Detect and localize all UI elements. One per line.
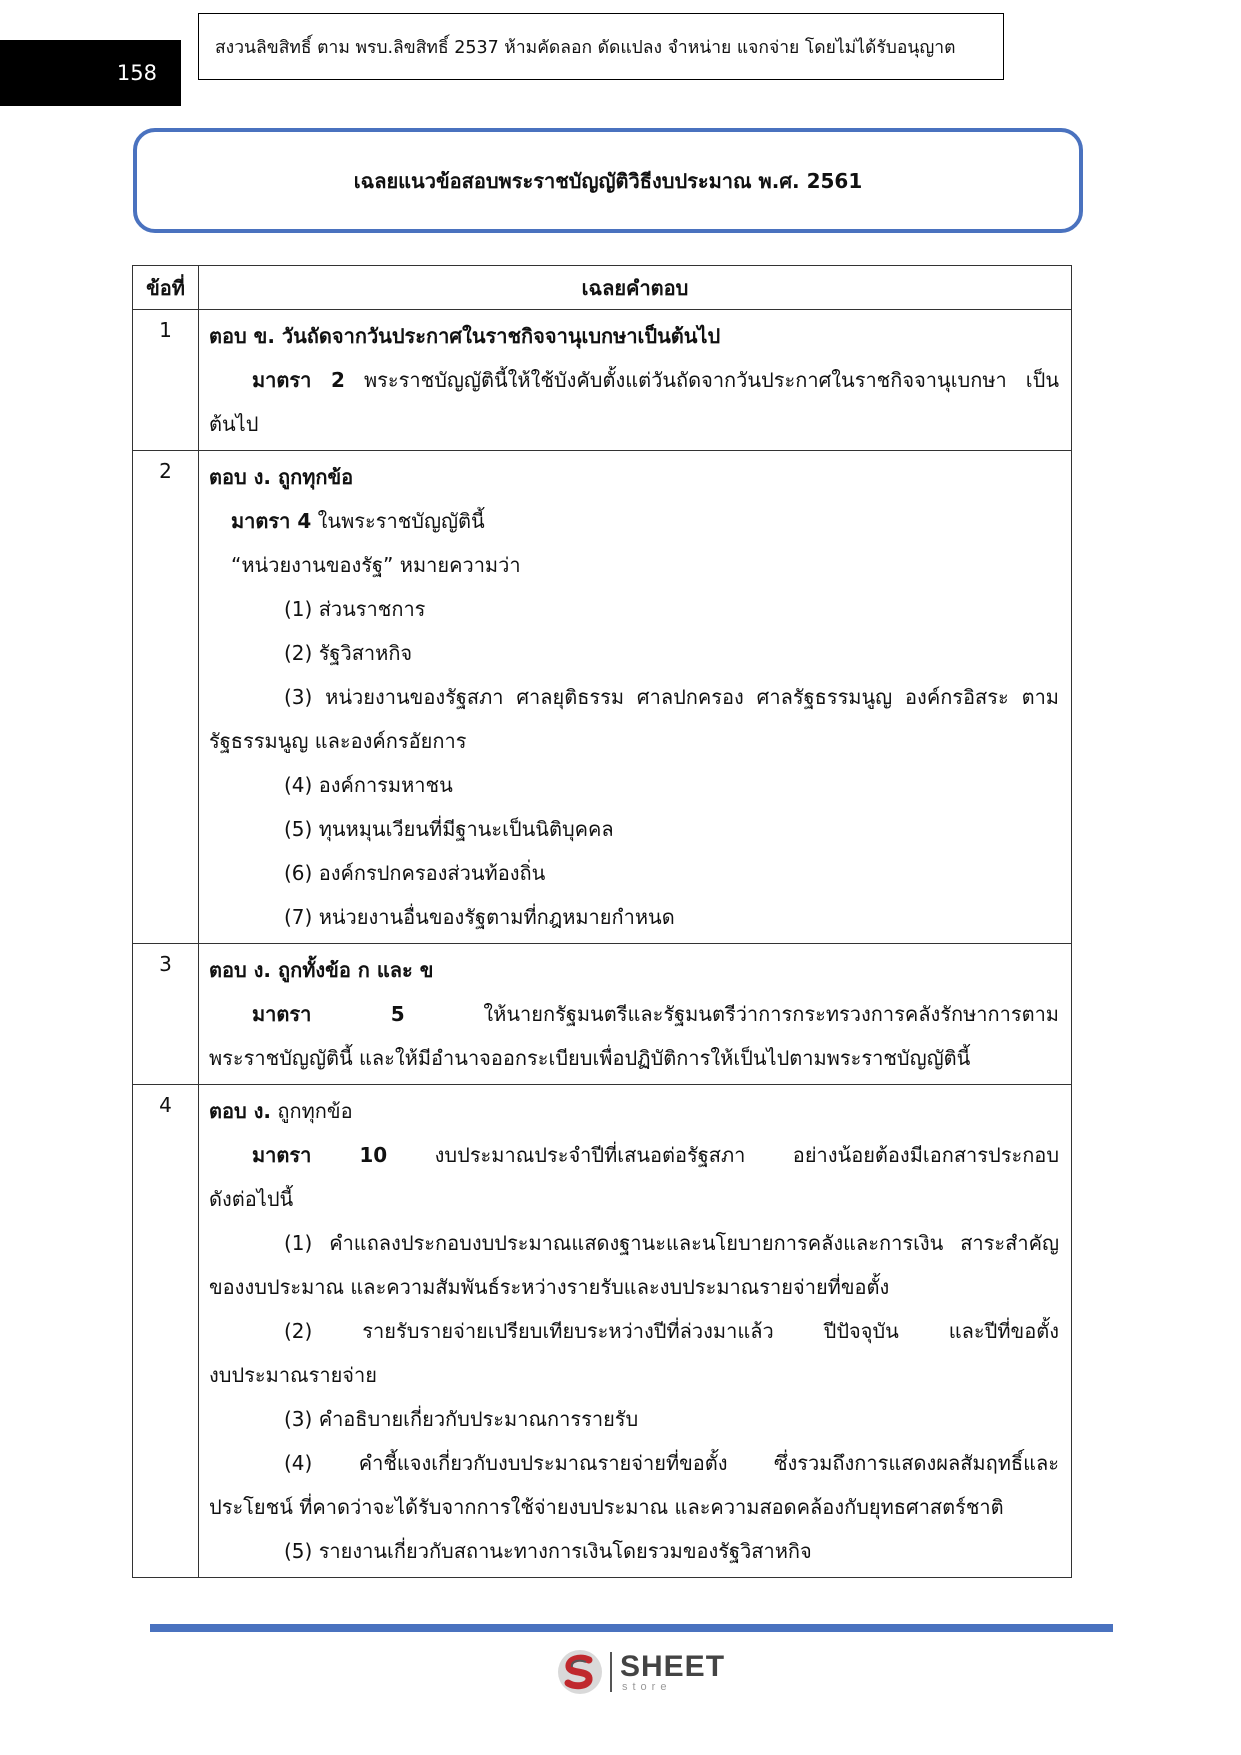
table-header-row xyxy=(133,266,1072,310)
page-title: เฉลยแนวข้อสอบพระราชบัญญัติวิธีงบประมาณ พ.ศ. 2561 xyxy=(353,168,863,193)
logo-word: SHEET xyxy=(620,1649,726,1683)
answer-line: ตอบ ข. วันถัดจากวันประกาศในราชกิจจานุเบกษาเป็นต้นไป xyxy=(209,324,721,348)
answer-line: ตอบ ง. ถูกทุกข้อ xyxy=(209,465,354,489)
copyright-notice xyxy=(198,13,1004,80)
section-line xyxy=(209,992,1059,1036)
copyright-text: สงวนลิขสิทธิ์ ตาม พรบ.ลิขสิทธิ์ 2537 ห้ามคัดลอก ดัดแปลง จำหน่าย แจกจ่าย โดยไม่ได้รับอนุญาต xyxy=(215,37,956,58)
list-item: (5) รายงานเกี่ยวกับสถานะทางการเงินโดยรวมของรัฐวิสาหกิจ xyxy=(284,1539,812,1563)
row-answer-cell xyxy=(199,1085,1072,1578)
row-answer-cell xyxy=(199,451,1072,944)
header-answer: เฉลยคำตอบ xyxy=(199,266,1072,310)
logo-text xyxy=(620,1649,726,1693)
list-item: (4) คำชี้แจงเกี่ยวกับงบประมาณรายจ่ายที่ขอตั้ง ซึ่งรวมถึงการแสดงผลสัมฤทธิ์และ xyxy=(284,1451,1059,1475)
page-number: 158 xyxy=(116,61,157,85)
sheet-store-logo xyxy=(556,1646,725,1698)
section-label: มาตรา 4 xyxy=(231,509,312,533)
answer-line: ตอบ ง. ถูกทั้งข้อ ก และ ข xyxy=(209,958,434,982)
title-box xyxy=(133,128,1083,233)
answer-line xyxy=(209,1089,1059,1133)
row-answer-cell xyxy=(199,310,1072,451)
page-number-box xyxy=(0,40,181,106)
list-item-cont: ของงบประมาณ และความสัมพันธ์ระหว่างรายรับและงบประมาณรายจ่ายที่ขอตั้ง xyxy=(209,1275,890,1299)
section-line-cont: พระราชบัญญัตินี้ และให้มีอำนาจออกระเบียบเพื่อปฏิบัติการให้เป็นไปตามพระราชบัญญัตินี้ xyxy=(209,1046,971,1070)
header-number: ข้อที่ xyxy=(133,266,199,310)
answer-label: ตอบ ง. xyxy=(209,1099,272,1123)
table-row xyxy=(133,1085,1072,1578)
list-item: (2) รัฐวิสาหกิจ xyxy=(284,641,413,665)
answer-text: ถูกทุกข้อ xyxy=(277,1099,353,1123)
section-line-cont: ต้นไป xyxy=(209,412,259,436)
table-row xyxy=(133,944,1072,1085)
section-line xyxy=(209,499,1059,543)
list-item-cont: รัฐธรรมนูญ และองค์กรอัยการ xyxy=(209,729,467,753)
footer-divider xyxy=(150,1624,1113,1632)
list-item-cont: งบประมาณรายจ่าย xyxy=(209,1363,377,1387)
section-text: งบประมาณประจำปีที่เสนอต่อรัฐสภา อย่างน้อยต้องมีเอกสารประกอบ xyxy=(434,1143,1060,1167)
list-item: (7) หน่วยงานอื่นของรัฐตามที่กฎหมายกำหนด xyxy=(284,905,675,929)
table-row xyxy=(133,310,1072,451)
list-item: (3) หน่วยงานของรัฐสภา ศาลยุติธรรม ศาลปกครอง ศาลรัฐธรรมนูญ องค์กรอิสระ ตาม xyxy=(284,685,1059,709)
section-label: มาตรา 5 xyxy=(252,1002,405,1026)
list-item: (3) คำอธิบายเกี่ยวกับประมาณการรายรับ xyxy=(284,1407,639,1431)
logo-separator xyxy=(610,1652,612,1692)
definition-line: “หน่วยงานของรัฐ” หมายความว่า xyxy=(231,553,521,577)
table-row xyxy=(133,451,1072,944)
row-answer-cell xyxy=(199,944,1072,1085)
section-text: พระราชบัญญัตินี้ให้ใช้บังคับตั้งแต่วันถัดจากวันประกาศในราชกิจจานุเบกษา เป็น xyxy=(363,368,1059,392)
row-number: 2 xyxy=(133,451,199,944)
logo-s-icon xyxy=(556,1648,604,1696)
section-text: ในพระราชบัญญัตินี้ xyxy=(317,509,485,533)
row-number: 3 xyxy=(133,944,199,1085)
section-label: มาตรา 2 xyxy=(252,368,345,392)
list-item: (6) องค์กรปกครองส่วนท้องถิ่น xyxy=(284,861,546,885)
section-line-cont: ดังต่อไปนี้ xyxy=(209,1187,294,1211)
list-item-cont: ประโยชน์ ที่คาดว่าจะได้รับจากการใช้จ่ายงบประมาณ และความสอดคล้องกับยุทธศาสตร์ชาติ xyxy=(209,1495,1004,1519)
logo-sub: store xyxy=(622,1680,672,1693)
list-item: (2) รายรับรายจ่ายเปรียบเทียบระหว่างปีที่ล่วงมาแล้ว ปีปัจจุบัน และปีที่ขอตั้ง xyxy=(284,1319,1059,1343)
list-item: (4) องค์การมหาชน xyxy=(284,773,453,797)
row-number: 4 xyxy=(133,1085,199,1578)
section-label: มาตรา 10 xyxy=(252,1143,388,1167)
row-number: 1 xyxy=(133,310,199,451)
list-item: (5) ทุนหมุนเวียนที่มีฐานะเป็นนิติบุคคล xyxy=(284,817,614,841)
section-line xyxy=(209,358,1059,402)
answer-table xyxy=(132,265,1072,1578)
list-item: (1) ส่วนราชการ xyxy=(284,597,426,621)
section-line xyxy=(209,1133,1059,1177)
list-item: (1) คำแถลงประกอบงบประมาณแสดงฐานะและนโยบายการคลังและการเงิน สาระสำคัญ xyxy=(284,1231,1059,1255)
section-text: ให้นายกรัฐมนตรีและรัฐมนตรีว่าการกระทรวงการคลังรักษาการตาม xyxy=(483,1002,1059,1026)
